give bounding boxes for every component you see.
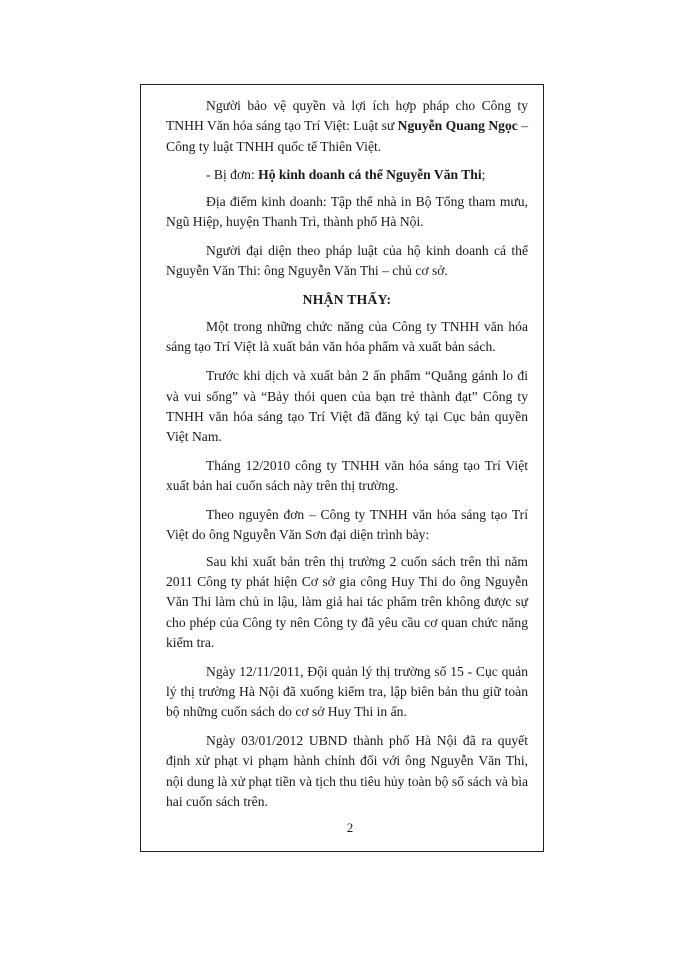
paragraph-representative: Người bảo vệ quyền và lợi ích hợp pháp cho Công ty TNHH Văn hóa sáng tạo Trí Việt: Luật sư Nguyễn Quang Ngọc – Công ty luật TNHH quốc tế Thiên Việt. bbox=[166, 98, 528, 154]
paragraph-penalty-decision: Ngày 03/01/2012 UBND thành phố Hà Nội đã ra quyết định xử phạt vi phạm hành chính đối với ông Nguyễn Văn Thi, nội dung là xử phạt tiền và tịch thu tiêu hủy toàn bộ số sách và bìa hai cuốn sách trên. bbox=[166, 733, 528, 809]
paragraph-company-function: Một trong những chức năng của Công ty TNHH văn hóa sáng tạo Trí Việt là xuất bản văn hóa phẩm và xuất bản sách. bbox=[166, 319, 528, 355]
paragraph-registration: Trước khi dịch và xuất bản 2 ấn phẩm “Quẳng gánh lo đi và vui sống” và “Bảy thói quen của bạn trẻ thành đạt” Công ty TNHH văn hóa sáng tạo Trí Việt đã đăng ký tại Cục bản quyền Việt Nam. bbox=[166, 368, 528, 445]
paragraph-publication: Tháng 12/2010 công ty TNHH văn hóa sáng tạo Trí Việt xuất bản hai cuốn sách này trên thị trường. bbox=[166, 457, 528, 494]
paragraph-inspection: Ngày 12/11/2011, Đội quản lý thị trường số 15 - Cục quản lý thị trường Hà Nội đã xuống kiểm tra, lập biên bản thu giữ toàn bộ những cuốn sách do cơ sở Huy Thi in ấn. bbox=[166, 663, 528, 720]
section-heading: NHẬN THẤY: bbox=[302, 291, 392, 307]
lawyer-name: Nguyễn Quang Ngọc bbox=[397, 118, 518, 134]
paragraph-plaintiff-statement: Theo nguyên đơn – Công ty TNHH văn hóa sáng tạo Trí Việt do ông Nguyễn Văn Sơn đại diện trình bày: bbox=[166, 507, 528, 543]
paragraph-defendant: - Bị đơn: Hộ kinh doanh cá thể Nguyễn Văn Thi; bbox=[206, 167, 486, 183]
defendant-name: Hộ kinh doanh cá thể Nguyễn Văn Thi bbox=[258, 167, 482, 183]
document-body bbox=[166, 96, 528, 821]
paragraph-discovery: Sau khi xuất bản trên thị trường 2 cuốn sách trên thì năm 2011 Công ty phát hiện Cơ sở gia công Huy Thi do ông Nguyễn Văn Thi làm chủ in lậu, làm giả hai tác phẩm trên không được sự cho phép của Công ty nên Công ty đã yêu cầu cơ quan chức năng kiểm tra. bbox=[166, 553, 528, 650]
page-number: 2 bbox=[346, 820, 354, 835]
paragraph-legal-representative: Người đại diện theo pháp luật của hộ kinh doanh cá thể Nguyễn Văn Thi: ông Nguyễn Văn Thi – chủ cơ sở. bbox=[166, 242, 528, 279]
paragraph-business-address: Địa điểm kinh doanh: Tập thể nhà in Bộ Tổng tham mưu, Ngũ Hiệp, huyện Thanh Trì, thành phố Hà Nội. bbox=[166, 193, 528, 229]
